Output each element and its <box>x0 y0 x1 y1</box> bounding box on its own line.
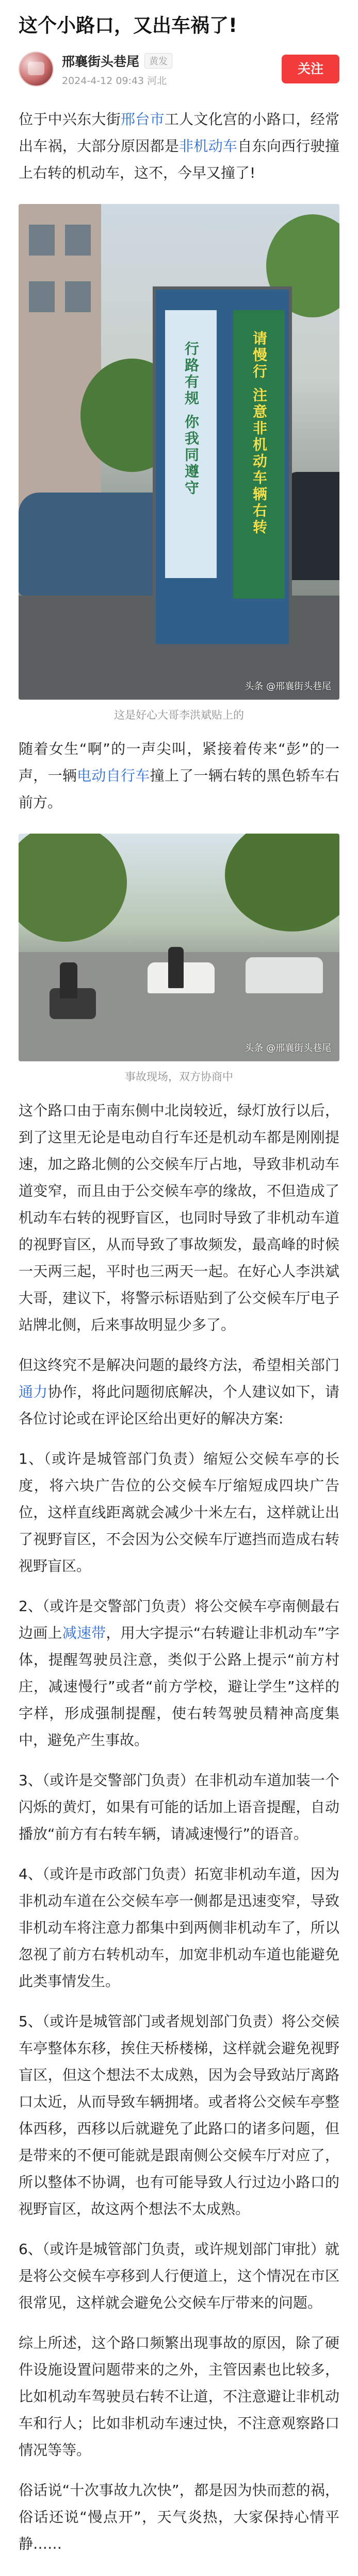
paragraph-6-after: ，用大字提示“右转避让非机动车”字体，提醒驾驶员注意，类似于公路上提示“前方村庄，减速慢行”或者“前方学校，避让学生”这样的字样，形成强制提醒，使右转驾驶员精神高度集中，避免产生事故。 <box>19 1624 339 1749</box>
author-info <box>54 52 282 87</box>
paragraph-8: 4、（或许是市政部门负责）拓宽非机动车道，因为非机动车道在公交候车亭一侧都是迅速变窄，导致非机动车将注意力都集中到两侧非机动车了，所以忽视了前方右转机动车，加宽非机动车道也能避免此类事情发生。 <box>19 1866 339 1990</box>
photo-person <box>60 962 77 998</box>
author-tag: 黄发 <box>144 53 172 69</box>
paragraph-1 <box>0 106 358 187</box>
photo-tree <box>225 834 339 931</box>
photo-taxi <box>19 493 173 596</box>
paragraph-4-after: 协作，将此问题彻底解决，个人建议如下，请各位讨论或在评论区给出更好的解决方案: <box>19 1383 339 1427</box>
paragraph-11: 综上所述，这个路口频繁出现事故的原因，除了硬件设施设置问题带来的之外，主管因素也比较多，比如机动车驾驶员右转不让道，不注意避让非机动车和行人；比如非机动车速过快，不注意观察路口情况等等。 <box>19 2334 339 2459</box>
paragraph-4-before: 但这终究不是解决问题的最终方法，希望相关部门 <box>19 1357 339 1374</box>
figure-1-caption: 这是好心大哥李洪斌贴上的 <box>114 709 244 721</box>
paragraph-1-middle: 工人文化宫的小路口，经常出车祸，大部分原因都是 <box>19 111 339 155</box>
paragraph-6 <box>0 1593 358 1754</box>
figure-2-caption: 事故现场，双方协商中 <box>125 1071 233 1083</box>
photo-sign-board <box>153 286 292 647</box>
photo-watermark: 头条 @邢襄街头巷尾 <box>245 681 331 692</box>
sign-panel-right <box>233 310 285 599</box>
paragraph-1-before: 位于中兴东大街 <box>19 111 121 128</box>
paragraph-9: 5、（或许是城管部门或者规划部门负责）将公交候车亭整体东移，挨住天桥楼梯，这样就会避免视野盲区，但这个想法不太成熟，因为会导致站厅离路口太近，从而导致车辆拥堵。或者将公交候车亭整体西移，西移以后就避免了此路口的诸多问题，但是带来的不便可能就是跟南侧公交候车厅对应了，所以整体不协调，也有可能导致人行过边小路口的视野盲区，故这两个想法不太成熟。 <box>19 2013 339 2217</box>
sign-text-right: 请慢行 注意非机动车辆右转 <box>251 331 268 536</box>
link-tongli[interactable]: 通力 <box>19 1383 48 1400</box>
link-e-bike[interactable]: 电动自行车 <box>77 767 150 784</box>
photo-person <box>168 947 184 988</box>
sign-panel-left <box>165 310 217 578</box>
author-name-row <box>62 52 282 70</box>
author-meta <box>62 73 282 87</box>
paragraph-2-after: 撞上了一辆右转的黑色轿车右前方。 <box>19 767 339 811</box>
link-xingtai[interactable]: 邢台市 <box>121 111 165 128</box>
figure-2 <box>19 834 339 1084</box>
photo-window <box>29 225 55 256</box>
paragraph-3: 这个路口由于南东侧中北岗较近，绿灯放行以后，到了这里无论是电动自行车还是机动车都是刚刚提速，加之路北侧的公交候车厅占地，导致非机动车道变窄，而且由于公交候车亭的缘故，不但造成了机动车右转的视野盲区，也同时导致了非机动车道的视野盲区，从而导致了事故频发，最高峰的时候一天两三起，平时也三两天一起。在好心人李洪斌大哥，建议下，将警示标语贴到了公交候车厅电子站牌北侧，后来事故明显少多了。 <box>19 1102 339 1333</box>
sign-text-left: 行路有规 你我同遵守 <box>183 341 200 497</box>
photo-window <box>65 225 91 256</box>
article-title: 这个小路口，又出车祸了! <box>19 14 237 37</box>
paragraph-4 <box>0 1352 358 1432</box>
photo-car <box>246 957 323 993</box>
photo-car <box>287 472 339 580</box>
photo-tree <box>19 834 127 942</box>
author-avatar[interactable] <box>19 52 54 87</box>
paragraph-6-before: 2、（或许是交警部门负责）将公交候车亭南侧最右边画上 <box>19 1598 339 1641</box>
paragraph-10: 6、（或许是城管部门负责，或许规划部门审批）就是将公交候车亭移到人行便道上，这个情况在市区很常见，这样就会避免公交候车厅带来的问题。 <box>19 2241 339 2311</box>
paragraph-5: 1、（或许是城管部门负责）缩短公交候车亭的长度，将六块广告位的公交候车厅缩短成四块广告位，这样直线距离就会减少十米左右，这样就让出了视野盲区，不会因为公交候车厅遮挡而造成右转视野盲区。 <box>19 1450 339 1574</box>
photo-window <box>65 281 91 312</box>
author-name[interactable]: 邢襄街头巷尾 <box>62 54 140 69</box>
figure-1 <box>19 204 339 722</box>
publish-location: 河北 <box>147 75 167 87</box>
paragraph-12: 俗话说“十次事故九次快”，都是因为快而惹的祸，俗话还说“慢点开”，天气炎热，大家保持心情平静…… <box>19 2482 339 2552</box>
photo-bus-stop-sign[interactable] <box>19 204 339 700</box>
paragraph-7: 3、（或许是交警部门负责）在非机动车道加装一个闪烁的黄灯，如果有可能的话加上语音提醒，自动播放“前方有右转车辆，请减速慢行”的语音。 <box>19 1772 339 1842</box>
follow-button[interactable]: 关注 <box>282 55 339 83</box>
link-non-motor-vehicle[interactable]: 非机动车 <box>179 138 238 155</box>
photo-accident-scene[interactable] <box>19 834 339 1061</box>
publish-date: 2024-4-12 09:43 <box>62 75 144 87</box>
paragraph-1-after: 自东向西行驶撞上右转的机动车，这不，今早又撞了! <box>19 138 339 181</box>
paragraph-2-before: 随着女生“啊”的一声尖叫，紧接着传来“彭”的一声，一辆 <box>19 740 339 784</box>
photo-window <box>29 281 55 312</box>
paragraph-2 <box>0 736 358 816</box>
photo-watermark: 头条 @邢襄街头巷尾 <box>245 1043 331 1054</box>
link-speed-bump[interactable]: 减速带 <box>62 1624 106 1641</box>
author-bar <box>0 39 358 93</box>
